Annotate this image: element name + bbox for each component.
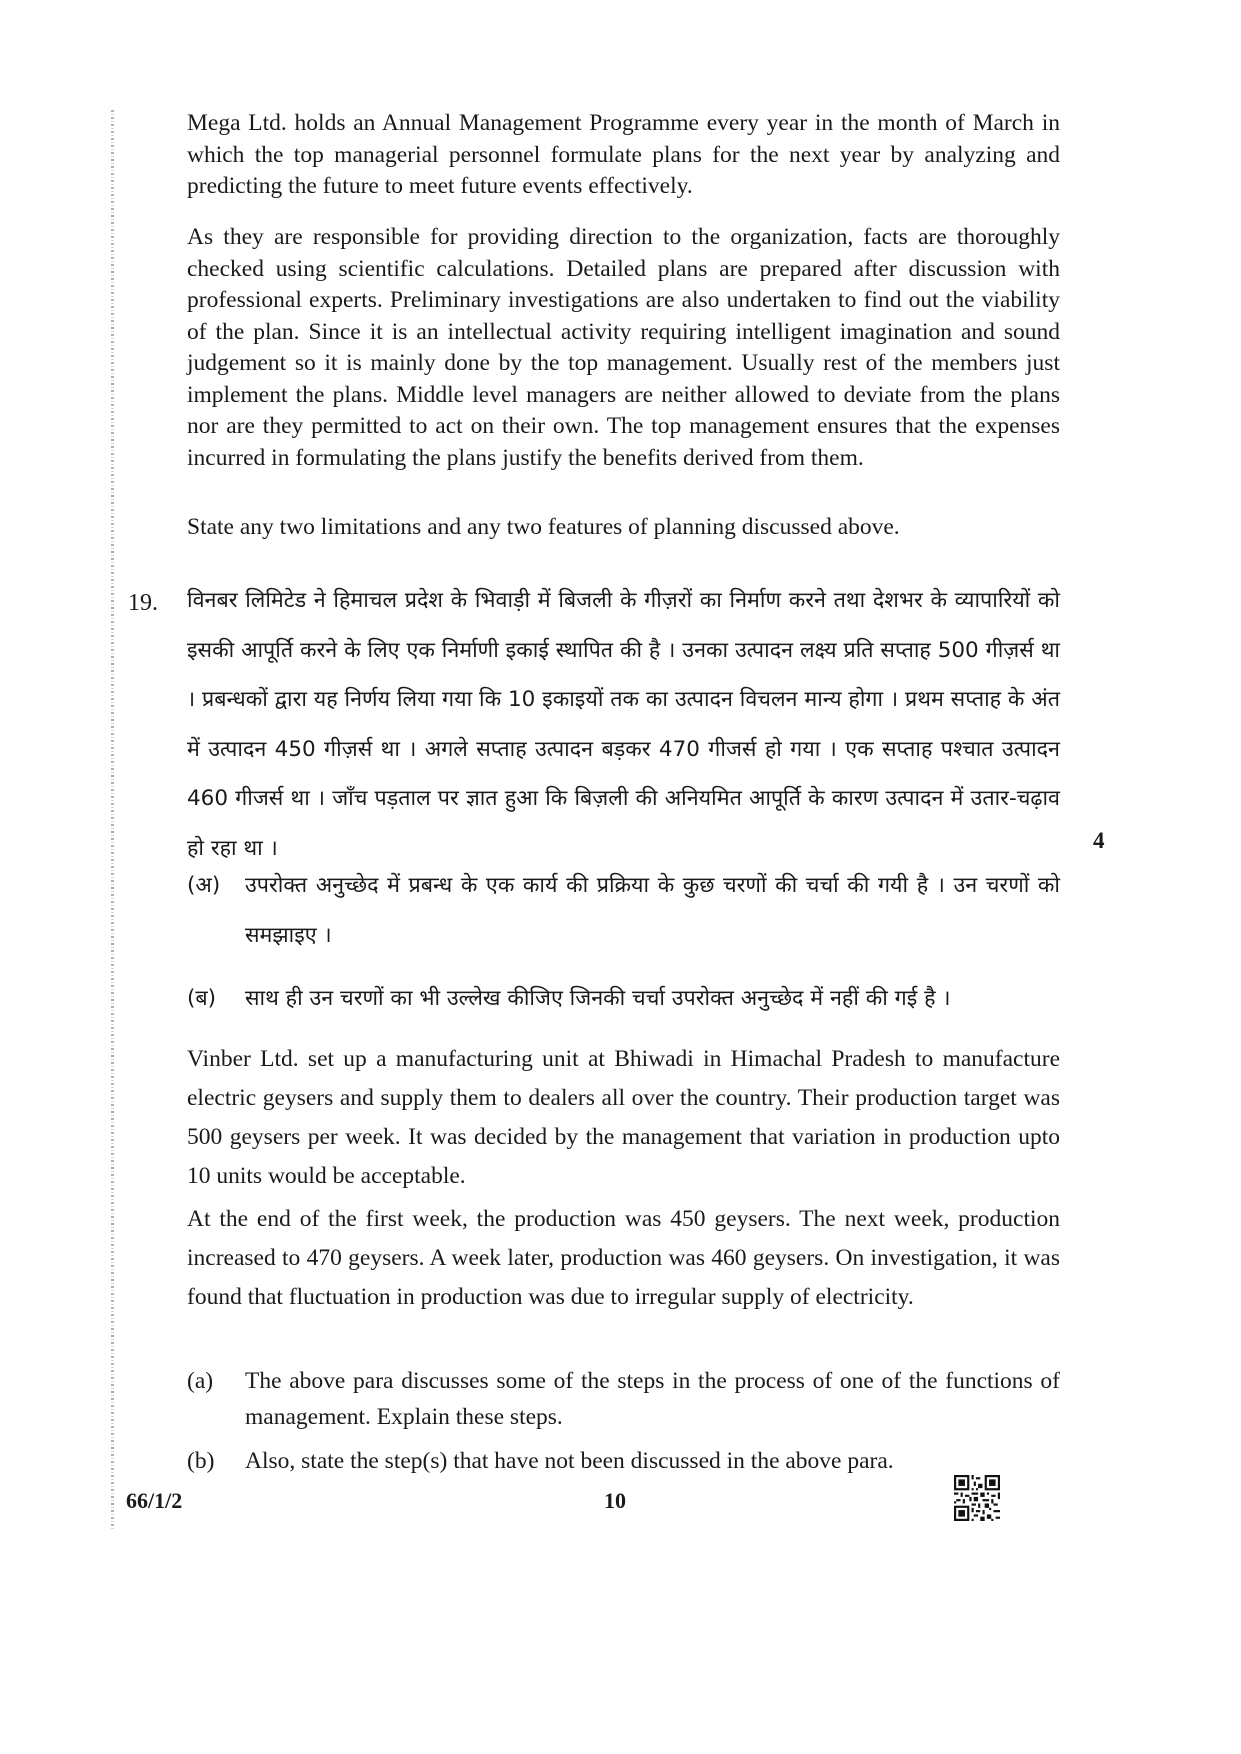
question-marks: 4 (1093, 828, 1105, 853)
hindi-subpart-b-text: साथ ही उन चरणों का भी उल्लेख कीजिए जिनकी चर्चा उपरोक्त अनुच्छेद में नहीं की गई है । (245, 986, 951, 1011)
paper-code: 66/1/2 (126, 1488, 183, 1513)
mega-ltd-paragraph-2: As they are responsible for providing direction to the organization, facts are thoroughly checked using scientific calculations. Detailed plans are prepared after discussion with professional experts. Preliminary investigations are also undertaken to find out the viability of the plan. Since it is an intellectual activity requiring intelligent imagination and sound judgement so it is mainly done by the top management. Usually rest of the members just implement the plans. Middle level managers are neither allowed to deviate from the plans nor are they permitted to act on their own. The top management ensures that the expenses incurred in formulating the plans justify the benefits derived from them. (187, 224, 1060, 471)
hindi-subpart-a-text: उपरोक्त अनुच्छेद में प्रबन्ध के एक कार्य की प्रक्रिया के कुछ चरणों की चर्चा की गयी है । उन चरणों को समझाइए । (245, 873, 1060, 948)
hindi-subpart-a (187, 861, 1060, 961)
page-number: 10 (604, 1488, 626, 1513)
qr-code-icon (954, 1475, 1000, 1521)
mega-ltd-question: State any two limitations and any two features of planning discussed above. (187, 514, 900, 540)
english-subpart-a-text: The above para discusses some of the steps in the process of one of the functions of management. Explain these steps. (245, 1368, 1060, 1430)
security-text-strip (111, 110, 114, 1530)
question-19-english-paragraph-2: At the end of the first week, the production was 450 geysers. The next week, production increased to 470 geysers. A week later, production was 460 geysers. On investigation, it was found that fluctuation in production was due to irregular supply of electricity. (187, 1206, 1060, 1310)
question-19-english-paragraph-1: Vinber Ltd. set up a manufacturing unit at Bhiwadi in Himachal Pradesh to manufacture electric geysers and supply them to dealers all over the country. Their production target was 500 geysers per week. It was decided by the management that variation in production upto 10 units would be acceptable. (187, 1046, 1060, 1189)
hindi-subpart-b-label: (ब) (187, 986, 217, 1011)
english-subpart-a-label: (a) (187, 1368, 214, 1394)
mega-ltd-paragraph-1: Mega Ltd. holds an Annual Management Programme every year in the month of March in which the top managerial personnel formulate plans for the next year by analyzing and predicting the future to meet future events effectively. (187, 110, 1060, 199)
question-number: 19. (128, 590, 158, 616)
hindi-subpart-b (187, 974, 1060, 1024)
english-subpart-b-label: (b) (187, 1448, 215, 1474)
english-subpart-b (187, 1443, 1060, 1479)
english-subpart-a (187, 1363, 1060, 1439)
hindi-subpart-a-label: (अ) (187, 873, 221, 898)
english-subpart-b-text: Also, state the step(s) that have not been discussed in the above para. (245, 1448, 894, 1474)
question-19-hindi-paragraph: विनबर लिमिटेड ने हिमाचल प्रदेश के भिवाड़ी में बिजली के गीज़रों का निर्माण करने तथा देशभर के व्यापारियों को इसकी आपूर्ति करने के लिए एक निर्माणी इकाई स्थापित की है । उनका उत्पादन लक्ष्य प्रति सप्ताह 500 गीज़र्स था । प्रबन्धकों द्वारा यह निर्णय लिया गया कि 10 इकाइयों तक का उत्पादन विचलन मान्य होगा । प्रथम सप्ताह के अंत में उत्पादन 450 गीज़र्स था । अगले सप्ताह उत्पादन बड़कर 470 गीजर्स हो गया । एक सप्ताह पश्चात उत्पादन 460 गीजर्स था । जाँच पड़ताल पर ज्ञात हुआ कि बिज़ली की अनियमित आपूर्ति के कारण उत्पादन में उतार-चढ़ाव हो रहा था । (187, 588, 1060, 861)
